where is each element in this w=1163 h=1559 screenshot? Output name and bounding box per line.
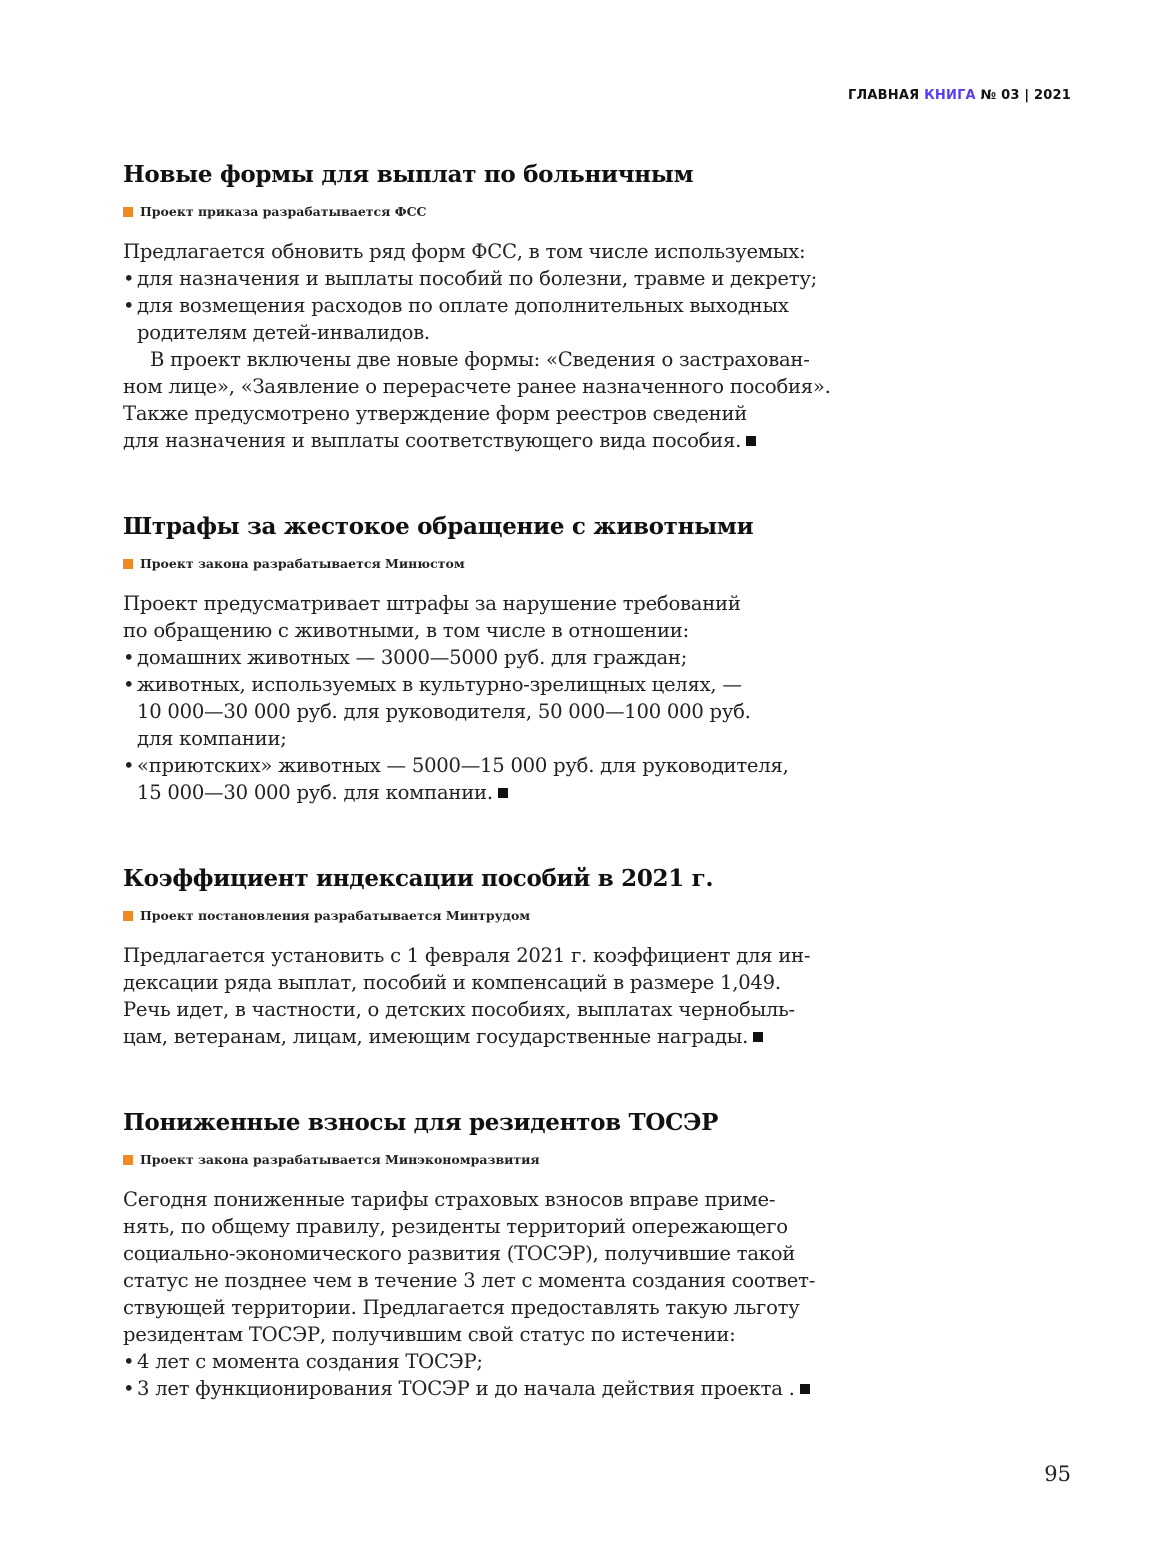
magazine-header xyxy=(848,88,1071,103)
body-line xyxy=(123,1267,816,1294)
source-text: Проект закона разрабатывается Минюстом xyxy=(140,556,465,571)
body-line xyxy=(123,1294,813,1321)
line-text: ствующей территории. Предлагается предоставлять такую льготу xyxy=(123,1296,800,1319)
article-source xyxy=(123,908,813,923)
article-source xyxy=(123,204,813,219)
orange-square-marker-icon xyxy=(123,911,133,921)
line-text: статус не позднее чем в течение 3 лет с момента создания соотвeт- xyxy=(123,1269,816,1292)
line-text: 4 лет с момента создания ТОСЭР; xyxy=(137,1350,483,1373)
body-line xyxy=(123,617,813,644)
body-line xyxy=(123,427,813,454)
body-line xyxy=(123,698,813,725)
body-line xyxy=(123,590,813,617)
article-indexation-coefficient xyxy=(123,864,813,1050)
source-text: Проект постановления разрабатывается Минтрудом xyxy=(140,908,531,923)
line-text: для компании; xyxy=(137,727,287,750)
article-title: Штрафы за жестокое обращение с животными xyxy=(123,513,754,540)
article-body xyxy=(123,1186,816,1402)
article-title: Новые формы для выплат по больничным xyxy=(123,161,694,188)
brand-name-part1: ГЛАВНАЯ xyxy=(847,88,920,103)
line-text: резидентам ТОСЭР, получившим свой статус по истечении: xyxy=(123,1323,736,1346)
line-text: социально-экономического развития (ТОСЭР), получившие такой xyxy=(123,1242,796,1265)
body-line xyxy=(123,1186,813,1213)
line-text: для возмещения расходов по оплате дополнительных выходных xyxy=(137,294,789,317)
article-title: Коэффициент индексации пособий в 2021 г. xyxy=(123,865,714,892)
line-text: Также предусмотрено утверждение форм реестров сведений xyxy=(123,402,748,425)
line-text: дексации ряда выплат, пособий и компенсаций в размере 1,049. xyxy=(123,971,781,994)
bullet-item-line xyxy=(123,671,813,698)
line-text: ном лице», «Заявление о перерасчете ранее назначенного пособия». xyxy=(123,375,831,398)
end-of-article-square-icon xyxy=(498,788,508,798)
line-text: Предлагается обновить ряд форм ФСС, в том числе используемых: xyxy=(123,240,806,263)
end-of-article-square-icon xyxy=(800,1384,810,1394)
line-text: Сегодня пониженные тарифы страховых взносов вправе приме- xyxy=(123,1188,776,1211)
line-text: цам, ветеранам, лицам, имеющим государственные награды. xyxy=(123,1025,749,1048)
orange-square-marker-icon xyxy=(123,559,133,569)
body-line xyxy=(123,725,813,752)
line-text: животных, используемых в культурно-зрелищных целях, — xyxy=(137,673,742,696)
body-line xyxy=(123,942,813,969)
page-number: 95 xyxy=(1044,1462,1071,1486)
line-text: «приютских» животных — 5000—15 000 руб. для руководителя, xyxy=(137,754,789,777)
body-line xyxy=(123,346,813,373)
orange-square-marker-icon xyxy=(123,207,133,217)
body-line xyxy=(123,969,813,996)
body-line xyxy=(123,779,813,806)
issue-number: № 03 | 2021 xyxy=(980,88,1071,103)
bullet-item-line xyxy=(123,292,813,319)
body-line xyxy=(123,1213,813,1240)
bullet-item-line xyxy=(123,752,813,779)
article-body xyxy=(123,590,813,806)
end-of-article-square-icon xyxy=(746,436,756,446)
line-text: Проект предусматривает штрафы за нарушение требований xyxy=(123,592,741,615)
article-source xyxy=(123,556,813,571)
line-text: 15 000—30 000 руб. для компании. xyxy=(137,781,493,804)
body-line xyxy=(123,1240,813,1267)
body-line xyxy=(123,1023,813,1050)
line-text: для назначения и выплаты соответствующего вида пособия. xyxy=(123,429,742,452)
line-text: 3 лет функционирования ТОСЭР и до начала действия проекта . xyxy=(137,1377,795,1400)
line-text: по обращению с животными, в том числе в отношении: xyxy=(123,619,689,642)
body-line xyxy=(123,373,831,400)
line-text: В проект включены две новые формы: «Сведения о застрахован- xyxy=(150,348,810,371)
line-text: Предлагается установить с 1 февраля 2021 г. коэффициент для ин- xyxy=(123,944,811,967)
source-text: Проект закона разрабатывается Минэкономразвития xyxy=(140,1152,540,1167)
article-reduced-contributions-tosez xyxy=(123,1108,816,1402)
line-text: Речь идет, в частности, о детских пособиях, выплатах чернобыль- xyxy=(123,998,795,1021)
line-text: домашних животных — 3000—5000 руб. для граждан; xyxy=(137,646,688,669)
article-title: Пониженные взносы для резидентов ТОСЭР xyxy=(123,1109,719,1136)
article-body xyxy=(123,942,813,1050)
line-text: нять, по общему правилу, резиденты территорий опережающего xyxy=(123,1215,788,1238)
line-text: для назначения и выплаты пособий по болезни, травме и декрету; xyxy=(137,267,818,290)
line-text: 10 000—30 000 руб. для руководителя, 50 000—100 000 руб. xyxy=(137,700,751,723)
body-line xyxy=(123,238,813,265)
bullet-item-line xyxy=(123,1348,813,1375)
bullet-item-line xyxy=(123,644,813,671)
bullet-item-line xyxy=(123,265,818,292)
article-animal-cruelty-fines xyxy=(123,512,813,806)
article-body xyxy=(123,238,831,454)
body-line xyxy=(123,1321,813,1348)
body-line xyxy=(123,996,813,1023)
orange-square-marker-icon xyxy=(123,1155,133,1165)
body-line xyxy=(123,400,813,427)
brand-name-part2: КНИГА xyxy=(924,88,976,103)
bullet-item-line xyxy=(123,1375,813,1402)
source-text: Проект приказа разрабатывается ФСС xyxy=(140,204,427,219)
end-of-article-square-icon xyxy=(753,1032,763,1042)
article-source xyxy=(123,1152,813,1167)
body-line xyxy=(123,319,813,346)
article-sick-leave-forms xyxy=(123,160,831,454)
line-text: родителям детей-инвалидов. xyxy=(137,321,430,344)
